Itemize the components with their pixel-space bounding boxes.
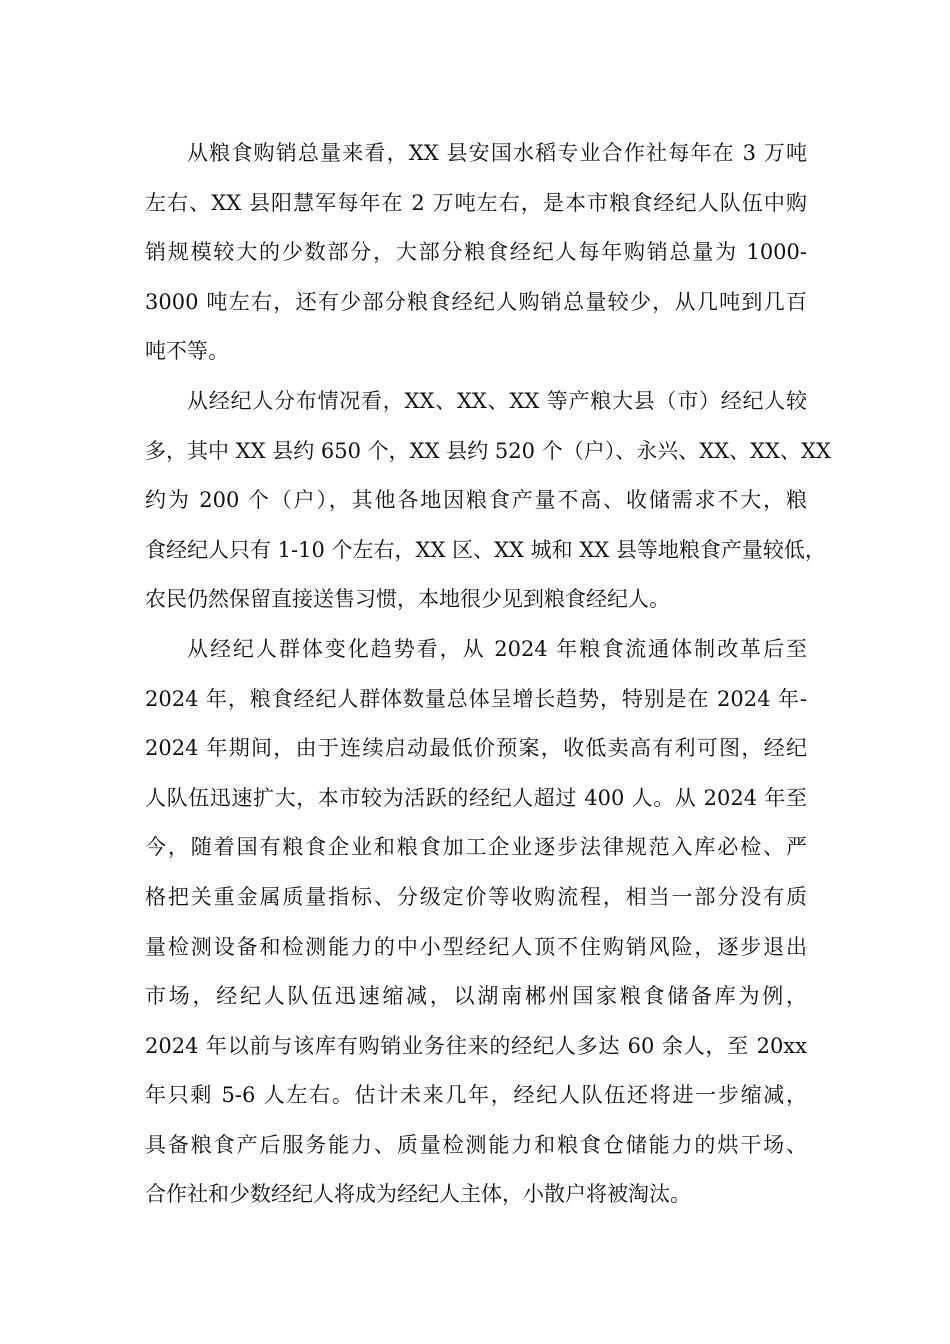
text-line: 2024 年，粮食经纪人群体数量总体呈增长趋势，特别是在 2024 年- <box>145 686 807 711</box>
text-line: 从粮食购销总量来看，XX 县安国水稻专业合作社每年在 3 万吨 <box>187 141 807 165</box>
text-line: 销规模较大的少数部分，大部分粮食经纪人每年购销总量为 1000- <box>145 240 807 265</box>
document-body <box>145 129 831 1220</box>
text-line: 多，其中 XX 县约 650 个，XX 县约 520 个（户）、永兴、XX、XX、XX <box>145 438 831 463</box>
text-line: 今，随着国有粮食企业和粮食加工企业逐步法律规范入库必检、严 <box>145 835 807 860</box>
text-line: 农民仍然保留直接送售习惯，本地很少见到粮食经纪人。 <box>145 587 670 612</box>
text-line: 合作社和少数经纪人将成为经纪人主体，小散户将被淘汰。 <box>145 1182 691 1207</box>
text-line: 3000 吨左右，还有少部分粮食经纪人购销总量较少，从几吨到几百 <box>145 289 807 314</box>
paragraph-purchase-volume <box>145 129 807 377</box>
text-line: 年只剩 5-6 人左右。估计未来几年，经纪人队伍还将进一步缩减， <box>145 1083 807 1108</box>
text-line: 具备粮食产后服务能力、质量检测能力和粮食仓储能力的烘干场、 <box>145 1132 807 1157</box>
paragraph-distribution <box>145 377 831 625</box>
text-line: 量检测设备和检测能力的中小型经纪人顶不住购销风险，逐步退出 <box>145 934 807 959</box>
text-line: 左右、XX 县阳慧军每年在 2 万吨左右，是本市粮食经纪人队伍中购 <box>145 190 807 215</box>
text-line: 人队伍迅速扩大，本市较为活跃的经纪人超过 400 人。从 2024 年至 <box>145 785 807 810</box>
text-line: 2024 年以前与该库有购销业务往来的经纪人多达 60 余人，至 20xx <box>145 1033 807 1058</box>
text-line: 格把关重金属质量指标、分级定价等收购流程，相当一部分没有质 <box>145 884 807 909</box>
text-line: 食经纪人只有 1-10 个左右，XX 区、XX 城和 XX 县等地粮食产量较低， <box>145 537 826 562</box>
text-line: 约为 200 个（户），其他各地因粮食产量不高、收储需求不大，粮 <box>145 488 807 513</box>
text-line: 吨不等。 <box>145 339 229 364</box>
text-line: 市场，经纪人队伍迅速缩减，以湖南郴州国家粮食储备库为例， <box>145 984 807 1009</box>
text-line: 从经纪人群体变化趋势看，从 2024 年粮食流通体制改革后至 <box>187 636 807 661</box>
text-line: 从经纪人分布情况看，XX、XX、XX 等产粮大县（市）经纪人较 <box>187 388 807 413</box>
text-line: 2024 年期间，由于连续启动最低价预案，收低卖高有利可图，经纪 <box>145 736 807 761</box>
paragraph-trend <box>145 625 807 1220</box>
